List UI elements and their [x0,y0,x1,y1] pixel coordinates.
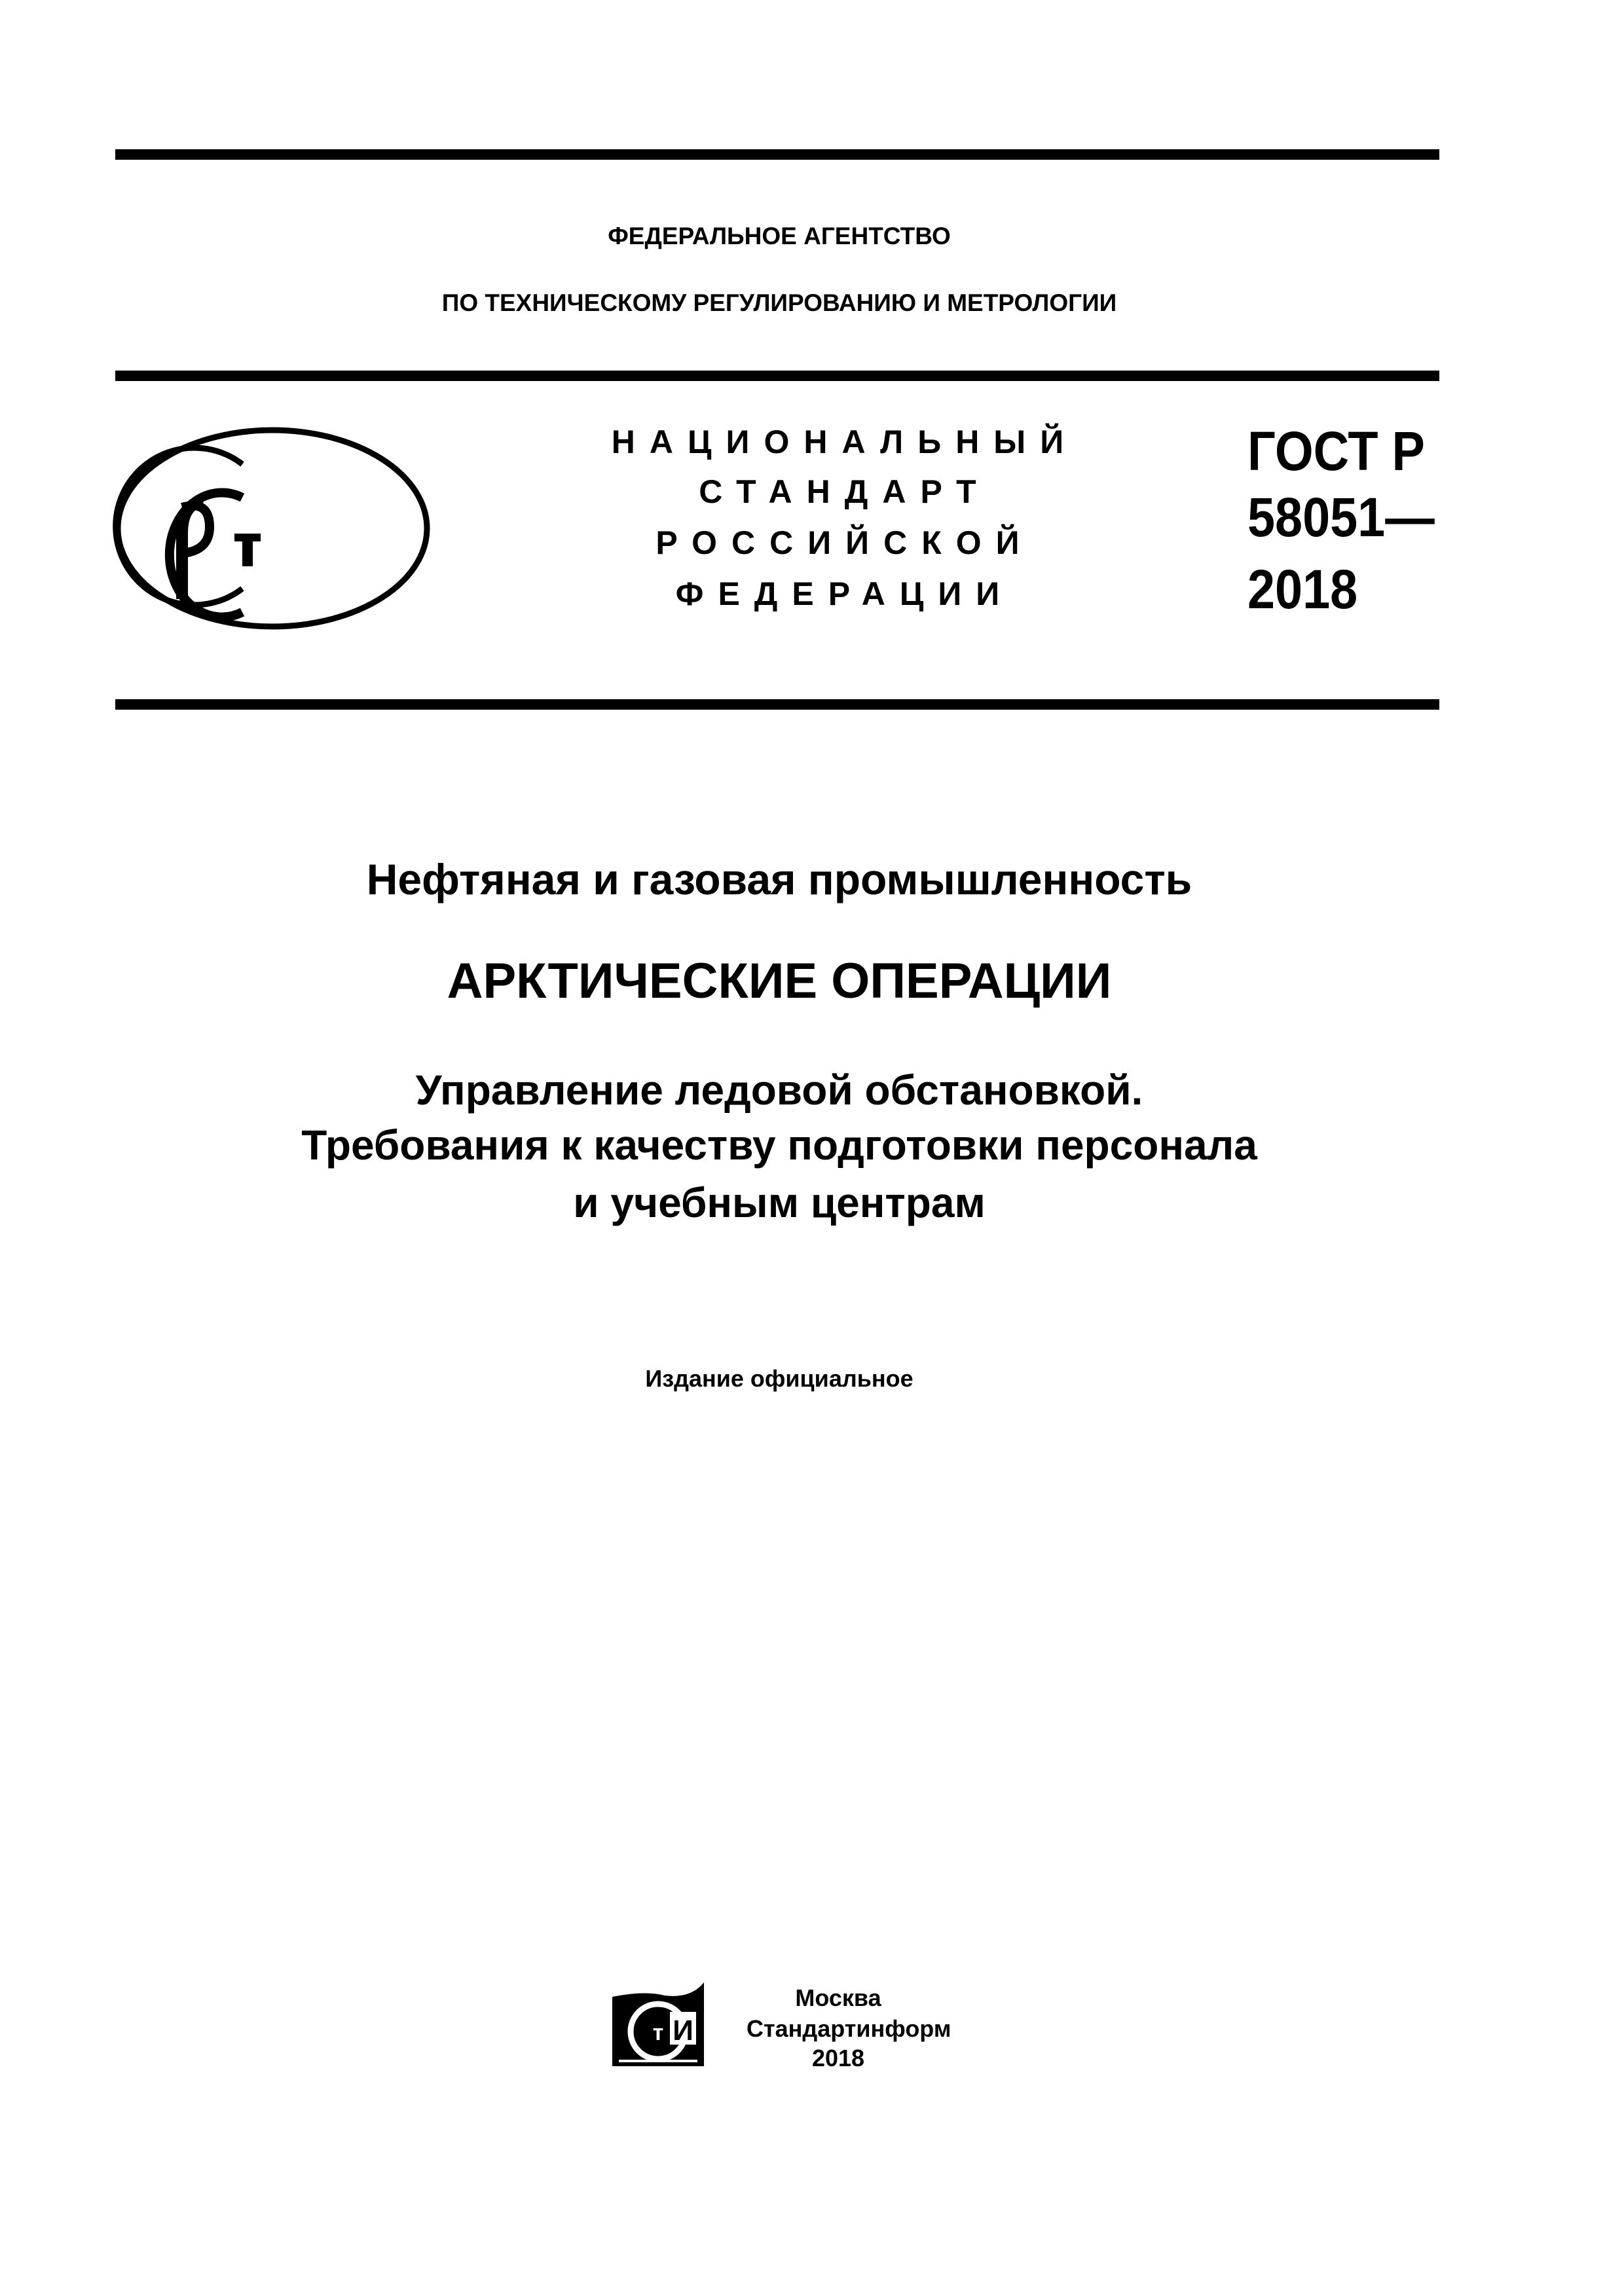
publisher-year: 2018 [811,2045,865,2071]
agency-line-1: ФЕДЕРАЛЬНОЕ АГЕНТСТВО [608,223,951,249]
rst-logo-icon [111,422,435,635]
agency-line-2: ПО ТЕХНИЧЕСКОМУ РЕГУЛИРОВАНИЮ И МЕТРОЛОГИИ [441,289,1117,316]
edition-label: Издание официальное [645,1365,913,1392]
designation-line-2: 58051— [1247,486,1435,548]
header-rule [115,371,1439,381]
designation-line-1: ГОСТ Р [1247,420,1425,482]
block-rule [115,699,1439,710]
national-line-2: СТАНДАРТ [699,473,991,510]
main-title: АРКТИЧЕСКИЕ ОПЕРАЦИИ [447,953,1112,1009]
publisher-name: Стандартинформ [747,2015,951,2042]
national-line-3: РОССИЙСКОЙ [655,524,1034,561]
subtitle-line-3: и учебным центрам [573,1179,986,1226]
subtitle-line-2: Требования к качеству подготовки персонала [301,1121,1257,1169]
standartinform-logo-icon [612,1982,707,2071]
svg-text:т: т [652,2020,664,2045]
svg-text:И: И [673,2014,693,2047]
subtitle-line-1: Управление ледовой обстановкой. [415,1066,1143,1114]
national-line-1: НАЦИОНАЛЬНЫЙ [611,424,1079,460]
national-line-4: ФЕДЕРАЦИИ [675,575,1014,612]
top-rule [115,149,1439,160]
designation-line-3: 2018 [1247,558,1358,620]
publisher-city: Москва [795,1984,881,2011]
industry-title: Нефтяная и газовая промышленность [366,855,1192,903]
